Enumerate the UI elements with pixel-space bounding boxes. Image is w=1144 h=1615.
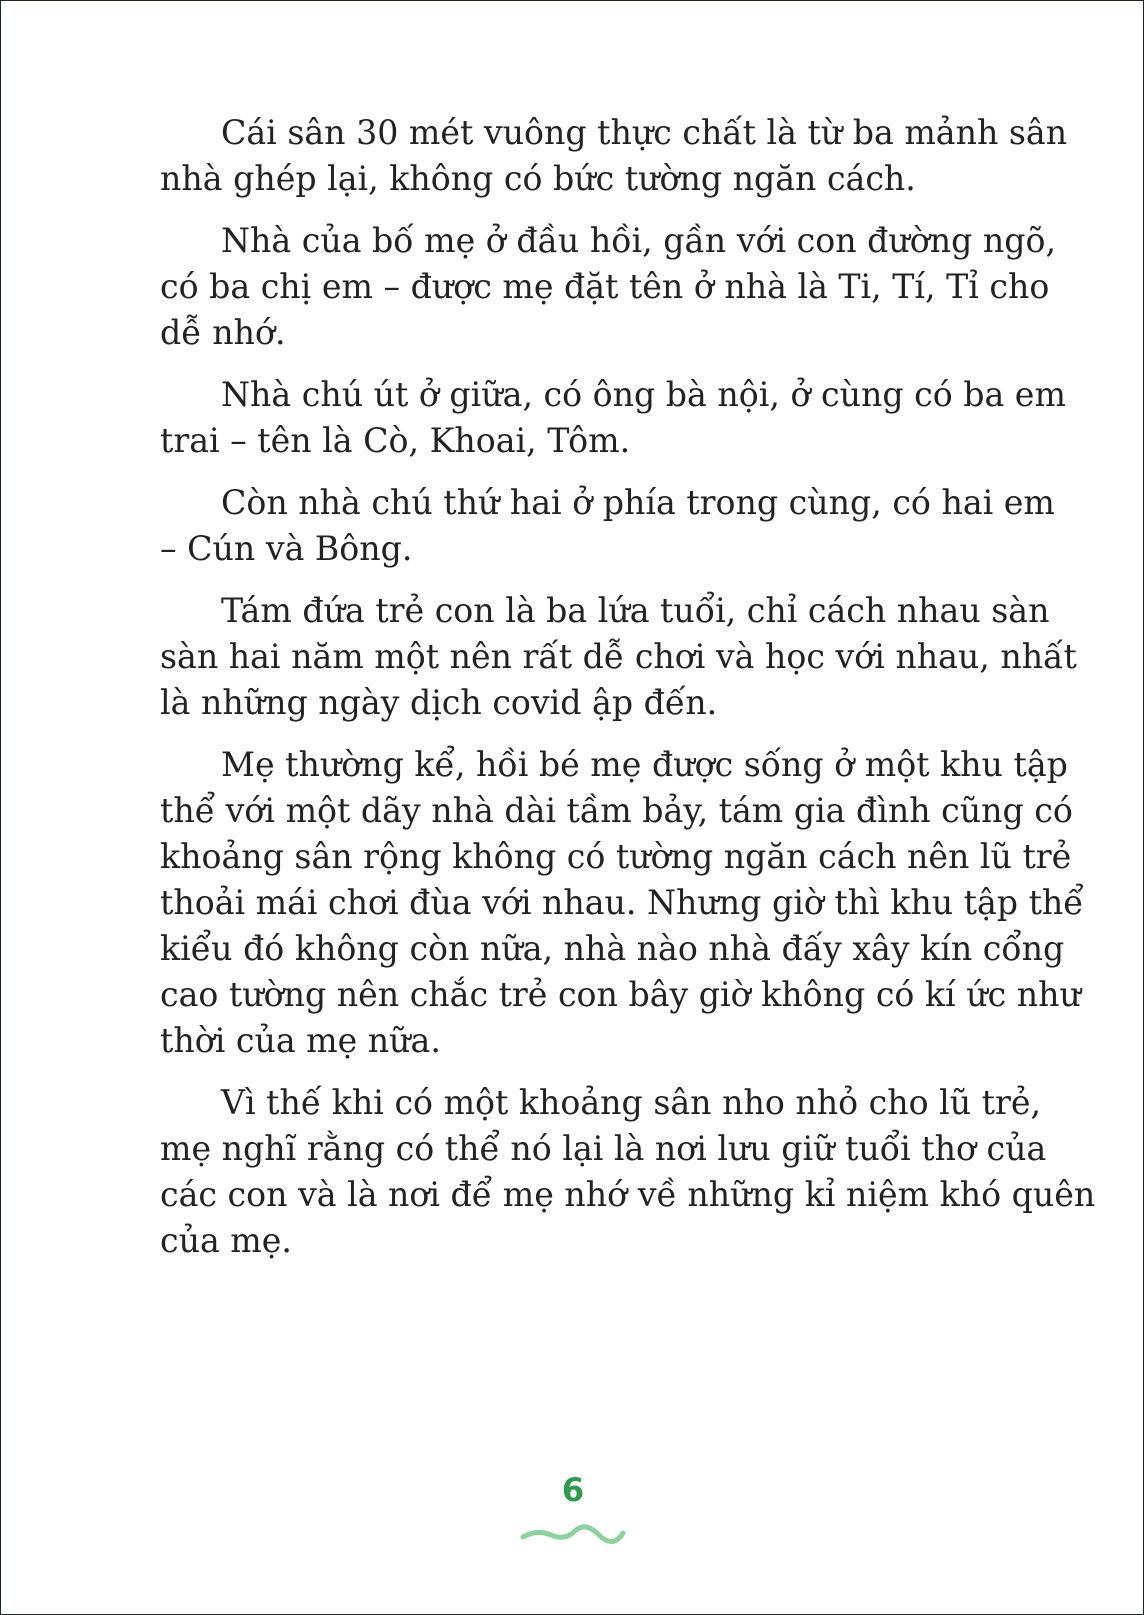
page-number: 6 — [561, 1471, 585, 1509]
paragraph — [160, 218, 1057, 356]
text-line: trai – tên là Cò, Khoai, Tôm. — [160, 421, 631, 460]
text-line: thời của mẹ nữa. — [160, 1021, 441, 1060]
text-line: Còn nhà chú thứ hai ở phía trong cùng, có hai em — [221, 483, 1055, 522]
paragraph — [160, 110, 1068, 202]
wave-ornament-icon — [519, 1523, 627, 1545]
text-line: cao tường nên chắc trẻ con bây giờ không có kí ức như — [160, 975, 1081, 1014]
page-footer — [1, 1471, 1144, 1551]
text-line: sàn hai năm một nên rất dễ chơi và học với nhau, nhất — [160, 637, 1077, 676]
paragraph — [160, 480, 1055, 572]
paragraph — [160, 742, 1084, 1064]
text-line: các con và là nơi để mẹ nhớ về những kỉ niệm khó quên — [160, 1175, 1096, 1214]
text-line: khoảng sân rộng không có tường ngăn cách nên lũ trẻ — [160, 837, 1072, 876]
body-text — [160, 110, 1096, 1280]
text-line: có ba chị em – được mẹ đặt tên ở nhà là Ti, Tí, Tỉ cho — [160, 267, 1050, 306]
text-line: – Cún và Bông. — [160, 529, 413, 568]
paragraph — [160, 1080, 1096, 1264]
text-line: nhà ghép lại, không có bức tường ngăn cách. — [160, 159, 916, 198]
text-line: của mẹ. — [160, 1221, 292, 1260]
text-line: thể với một dãy nhà dài tầm bảy, tám gia đình cũng có — [160, 791, 1073, 830]
text-line: Mẹ thường kể, hồi bé mẹ được sống ở một khu tập — [221, 745, 1068, 784]
text-line: Tám đứa trẻ con là ba lứa tuổi, chỉ cách nhau sàn — [221, 591, 1050, 630]
text-line: mẹ nghĩ rằng có thể nó lại là nơi lưu giữ tuổi thơ của — [160, 1129, 1047, 1168]
text-line: Nhà chú út ở giữa, có ông bà nội, ở cùng có ba em — [221, 375, 1066, 414]
text-line: Vì thế khi có một khoảng sân nho nhỏ cho lũ trẻ, — [221, 1083, 1042, 1122]
text-line: Cái sân 30 mét vuông thực chất là từ ba mảnh sân — [221, 113, 1068, 152]
text-line: thoải mái chơi đùa với nhau. Nhưng giờ thì khu tập thể — [160, 883, 1084, 922]
text-line: là những ngày dịch covid ập đến. — [160, 683, 718, 722]
text-line: kiểu đó không còn nữa, nhà nào nhà đấy xây kín cổng — [160, 929, 1065, 968]
paragraph — [160, 372, 1066, 464]
paragraph — [160, 588, 1077, 726]
text-line: Nhà của bố mẹ ở đầu hồi, gần với con đường ngõ, — [221, 221, 1057, 260]
text-line: dễ nhớ. — [160, 313, 286, 352]
